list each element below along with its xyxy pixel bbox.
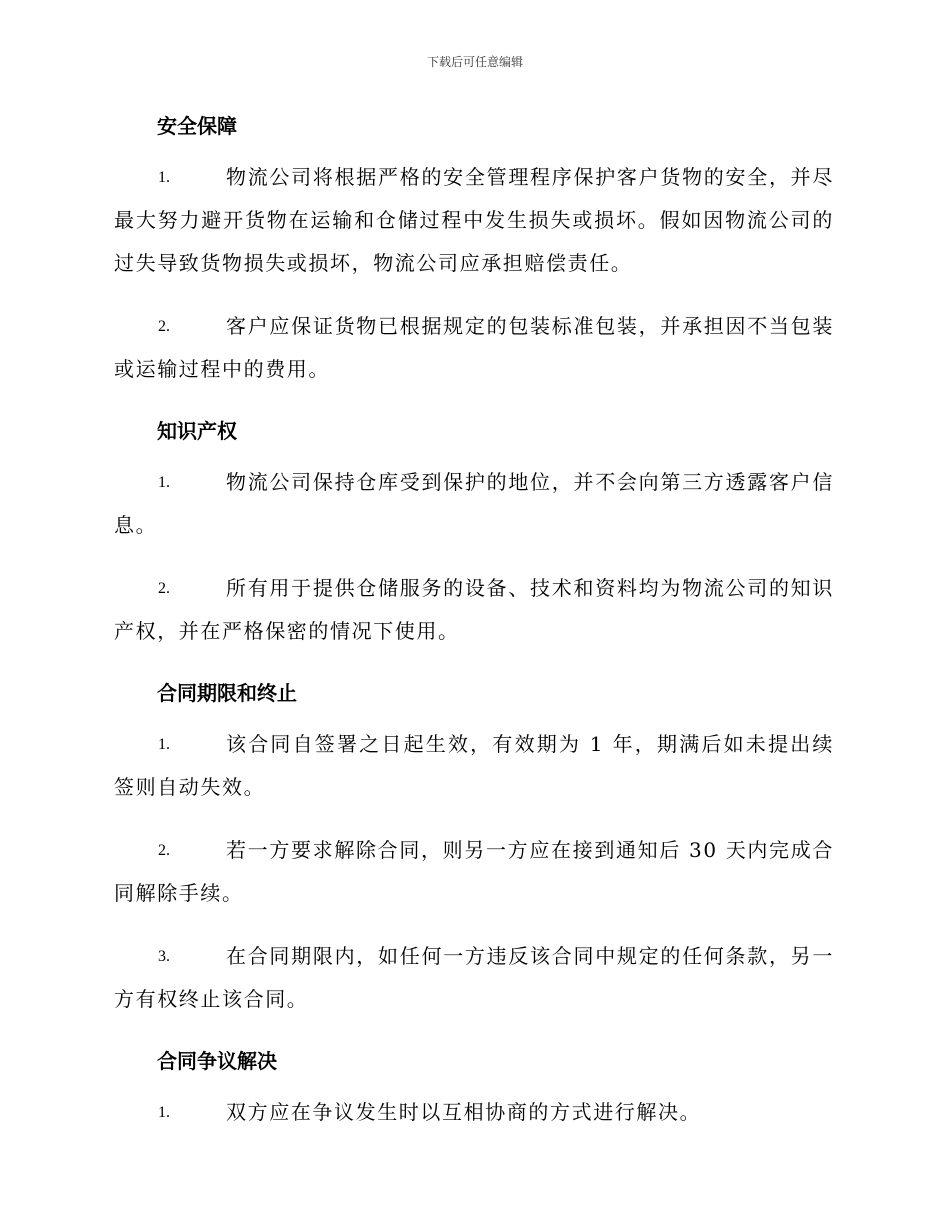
- clause-number: 3.: [158, 948, 170, 965]
- clause-paragraph: [114, 156, 834, 285]
- section-heading: 安全保障: [157, 114, 237, 138]
- clause-paragraph: [114, 723, 834, 809]
- clause-text: 该合同自签署之日起生效，有效期为 1 年，期满后如未提出续签则自动失效。: [114, 732, 834, 799]
- clause-number: 1.: [158, 169, 170, 186]
- clause-text: 若一方要求解除合同，则另一方应在接到通知后 30 天内完成合同解除手续。: [114, 838, 834, 905]
- clause-number: 1.: [158, 736, 170, 753]
- clause-text: 所有用于提供仓储服务的设备、技术和资料均为物流公司的知识产权，并在严格保密的情况下使用。: [114, 576, 834, 643]
- clause-paragraph: [114, 305, 834, 391]
- clause-text: 客户应保证货物已根据规定的包装标准包装，并承担因不当包装或运输过程中的费用。: [114, 314, 834, 381]
- document-body: [114, 106, 834, 1154]
- clause-paragraph: [114, 935, 834, 1021]
- section-intellectual-property: [114, 411, 834, 653]
- section-heading: 合同争议解决: [157, 1049, 277, 1073]
- clause-number: 2.: [158, 318, 170, 335]
- clause-number: 2.: [158, 842, 170, 859]
- clause-text: 在合同期限内，如任何一方违反该合同中规定的任何条款，另一方有权终止该合同。: [114, 944, 834, 1011]
- clause-text: 双方应在争议发生时以互相协商的方式进行解决。: [226, 1100, 702, 1124]
- section-heading: 知识产权: [157, 419, 237, 443]
- clause-text: 物流公司保持仓库受到保护的地位，并不会向第三方透露客户信息。: [114, 470, 834, 537]
- clause-text: 物流公司将根据严格的安全管理程序保护客户货物的安全，并尽最大努力避开货物在运输和仓储过程中发生损失或损坏。假如因物流公司的过失导致货物损失或损坏，物流公司应承担赔偿责任。: [114, 165, 834, 275]
- clause-number: 1.: [158, 1104, 170, 1121]
- clause-number: 2.: [158, 580, 170, 597]
- clause-paragraph: [114, 829, 834, 915]
- section-term-and-termination: [114, 673, 834, 1021]
- clause-paragraph: [114, 461, 834, 547]
- clause-paragraph: [114, 1091, 834, 1134]
- section-heading: 合同期限和终止: [157, 681, 297, 705]
- page-header-note: 下载后可任意编辑: [426, 55, 523, 69]
- section-dispute-resolution: [114, 1041, 834, 1134]
- clause-number: 1.: [158, 474, 170, 491]
- clause-paragraph: [114, 567, 834, 653]
- section-security: [114, 106, 834, 391]
